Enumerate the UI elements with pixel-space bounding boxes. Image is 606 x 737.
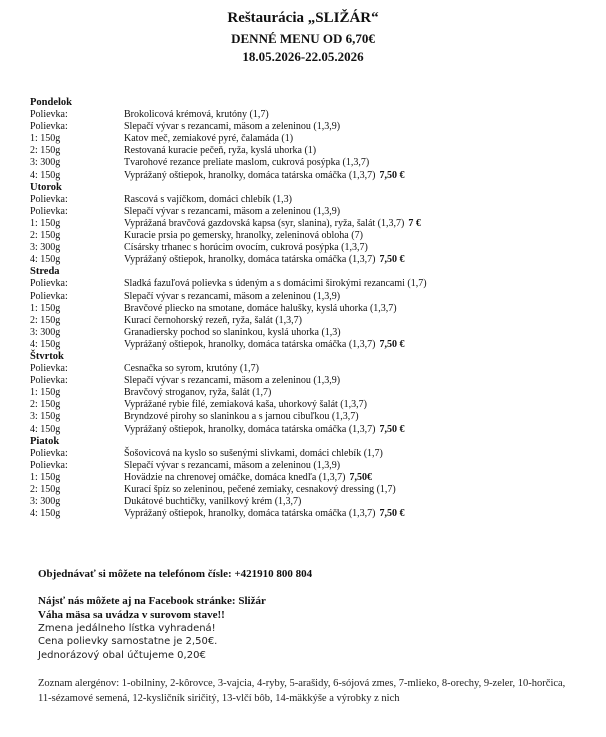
menu-item (30, 291, 590, 303)
weekly-menu (30, 97, 590, 520)
item-dish: Tvarohové rezance preliate maslom, cukrová posýpka (1,3,7) (124, 157, 370, 169)
menu-item (30, 170, 590, 182)
item-dish: Restovaná kuracie pečeň, ryža, kyslá uhorka (1) (124, 145, 317, 157)
item-label: Polievka: (30, 205, 68, 217)
item-price: 7,50 € (379, 338, 405, 350)
item-dish: Vyprážané rybie filé, zemiaková kaša, uhorkový šalát (1,3,7) (124, 399, 367, 411)
menu-item (30, 254, 590, 266)
menu-item (30, 206, 590, 218)
day-heading: Utorok (30, 181, 62, 193)
facebook-note: Nájsť nás môžete aj na Facebook stránke: Sližár (38, 595, 266, 607)
item-dish: Hovädzie na chrenovej omáčke, domáca knedľa (1,3,7) (124, 471, 346, 483)
menu-item (30, 157, 590, 169)
item-label: 1: 150g (30, 471, 61, 483)
item-label: 3: 300g (30, 496, 61, 508)
menu-item (30, 375, 590, 387)
menu-item (30, 363, 590, 375)
item-dish: Bravčové pliecko na smotane, domáce halušky, kyslá uhorka (1,3,7) (124, 302, 397, 314)
menu-item (30, 315, 590, 327)
item-dish: Vyprážaný oštiepok, hranolky, domáca tatárska omáčka (1,3,7) (124, 254, 376, 266)
item-label: Polievka: (30, 121, 68, 133)
item-label: Polievka: (30, 109, 68, 121)
menu-item (30, 303, 590, 315)
item-label: 2: 150g (30, 230, 61, 242)
menu-item (30, 411, 590, 423)
menu-item (30, 230, 590, 242)
notes-block (38, 622, 217, 662)
item-dish: Brokolicová krémová, krutóny (1,7) (124, 109, 269, 121)
item-dish: Šošovicová na kyslo so sušenými slivkami, domáci chlebík (1,7) (124, 447, 383, 459)
item-label: 1: 150g (30, 302, 61, 314)
item-price: 7,50 € (379, 508, 405, 520)
item-dish: Kuracie prsia po gemersky, hranolky, zeleninová obloha (7) (124, 230, 363, 242)
item-dish: Bravčový stroganov, ryža, šalát (1,7) (124, 387, 272, 399)
menu-item (30, 496, 590, 508)
item-dish: Bryndzové pirohy so slaninkou a s jarnou cibuľkou (1,3,7) (124, 411, 359, 423)
item-label: 4: 150g (30, 254, 61, 266)
item-label: 4: 150g (30, 338, 61, 350)
item-label: 2: 150g (30, 145, 61, 157)
item-dish: Slepačí vývar s rezancami, mäsom a zeleninou (1,3,9) (124, 375, 341, 387)
menu-item (30, 327, 590, 339)
item-label: Polievka: (30, 278, 68, 290)
item-label: 4: 150g (30, 423, 61, 435)
item-dish: Rascová s vajíčkom, domáci chlebík (1,3) (124, 193, 293, 205)
menu-item (30, 278, 590, 290)
note-line: Zmena jedálneho lístka vyhradená! (38, 623, 216, 634)
item-dish: Katov meč, zemiakové pyré, čalamáda (1) (124, 133, 294, 145)
allergen-list: Zoznam alergénov: 1-obilniny, 2-kôrovce, 3-vajcia, 4-ryby, 5-arašidy, 6-sójová zmes, 7-mlieko, 8-orechy, 9-zeler, 10-horčica, 11-sézamové semená, 12-kysličník siričitý, 13-vlčí bôb, 14-mäkkýše a výrobky z nich (38, 678, 566, 704)
item-label: Polievka: (30, 193, 68, 205)
menu-item (30, 460, 590, 472)
item-price: 7 € (408, 217, 421, 229)
menu-item (30, 484, 590, 496)
item-label: 3: 300g (30, 242, 61, 254)
item-dish: Sladká fazuľová polievka s údeným a s domácimi širokými rezancami (1,7) (124, 278, 427, 290)
day-heading: Piatok (30, 435, 60, 447)
item-label: Polievka: (30, 375, 68, 387)
item-label: 1: 150g (30, 387, 61, 399)
menu-item (30, 242, 590, 254)
note-line: Cena polievky samostatne je 2,50€. (38, 636, 218, 648)
menu-item (30, 472, 590, 484)
item-dish: Vyprážaný oštiepok, hranolky, domáca tatárska omáčka (1,3,7) (124, 423, 376, 435)
day-heading: Pondelok (30, 97, 73, 108)
item-label: 3: 300g (30, 326, 61, 338)
item-label: Polievka: (30, 447, 68, 459)
menu-item (30, 145, 590, 157)
weight-note: Váha mäsa sa uvádza v surovom stave!! (38, 609, 225, 621)
menu-item (30, 508, 590, 520)
item-label: 4: 150g (30, 169, 61, 181)
item-label: 3: 300g (30, 157, 61, 169)
item-dish: Vyprážaný oštiepok, hranolky, domáca tatárska omáčka (1,3,7) (124, 169, 376, 181)
item-dish: Cesnačka so syrom, krutóny (1,7) (124, 363, 259, 375)
menu-item (30, 424, 590, 436)
item-dish: Slepačí vývar s rezancami, mäsom a zeleninou (1,3,9) (124, 205, 341, 217)
menu-item (30, 387, 590, 399)
item-label: 1: 150g (30, 133, 61, 145)
day-heading: Streda (30, 266, 60, 278)
menu-item (30, 109, 590, 121)
menu-subtitle: DENNÉ MENU OD 6,70€ (231, 31, 375, 46)
item-dish: Vyprážaný oštiepok, hranolky, domáca tatárska omáčka (1,3,7) (124, 338, 376, 350)
menu-item (30, 339, 590, 351)
menu-item (30, 218, 590, 230)
menu-item (30, 121, 590, 133)
item-dish: Císársky trhanec s horúcim ovocím, cukrová posýpka (1,3,7) (124, 242, 368, 254)
menu-item (30, 399, 590, 411)
menu-dates: 18.05.2026-22.05.2026 (242, 49, 364, 64)
item-label: 2: 150g (30, 314, 61, 326)
item-label: Polievka: (30, 363, 68, 375)
item-label: 2: 150g (30, 399, 61, 411)
item-dish: Granadiersky pochod so slaninkou, kyslá uhorka (1,3) (124, 326, 341, 338)
item-label: 4: 150g (30, 508, 61, 520)
menu-item (30, 448, 590, 460)
item-dish: Slepačí vývar s rezancami, mäsom a zeleninou (1,3,9) (124, 459, 341, 471)
item-dish: Kurací špíz so zeleninou, pečené zemiaky, cesnakový dressing (1,7) (124, 484, 396, 495)
item-price: 7,50 € (379, 423, 405, 435)
item-dish: Vyprážaná bravčová gazdovská kapsa (syr, slanina), ryža, šalát (1,3,7) (124, 217, 405, 229)
contact-phone: Objednávať si môžete na telefónom čísle: +421910 800 804 (38, 568, 313, 580)
item-label: 3: 150g (30, 411, 61, 423)
menu-item (30, 133, 590, 145)
item-label: 2: 150g (30, 484, 61, 495)
item-price: 7,50€ (349, 471, 372, 483)
item-label: Polievka: (30, 290, 68, 302)
menu-item (30, 194, 590, 206)
note-line: Jednorázový obal účtujeme 0,20€ (38, 649, 206, 661)
item-label: 1: 150g (30, 217, 61, 229)
item-price: 7,50 € (379, 169, 405, 181)
item-dish: Slepačí vývar s rezancami, mäsom a zeleninou (1,3,9) (124, 290, 341, 302)
day-heading: Štvrtok (30, 350, 64, 362)
item-dish: Slepačí vývar s rezancami, mäsom a zeleninou (1,3,9) (124, 121, 341, 133)
item-dish: Kurací černohorský rezeň, ryža, šalát (1,3,7) (124, 314, 302, 326)
item-price: 7,50 € (379, 254, 405, 266)
item-dish: Dukátové buchtičky, vanilkový krém (1,3,7) (124, 496, 302, 508)
item-dish: Vyprážaný oštiepok, hranolky, domáca tatárska omáčka (1,3,7) (124, 508, 376, 520)
restaurant-title: Reštaurácia „SLIŽÁR“ (227, 10, 379, 26)
item-label: Polievka: (30, 459, 68, 471)
